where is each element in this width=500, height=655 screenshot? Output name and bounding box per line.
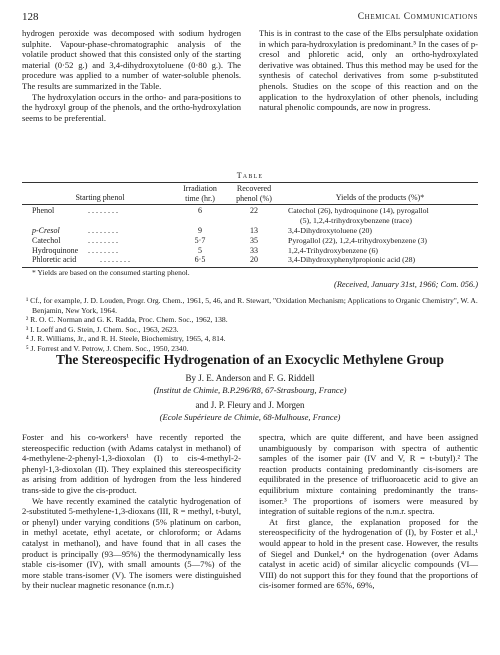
left-column-bottom xyxy=(22,432,241,591)
paragraph: hydrogen peroxide was decomposed with sodium hydrogen sulphite. Vapour-phase-chromatographic analysis of the volatile product showed that this consisted only of the starting material (0·52 g.) and 3,4-dihydroxytoluene (0·80 g.). The procedure was applied to a number of water-soluble phenols. The results are summarized in the Table. xyxy=(22,28,241,91)
table-cell-time: 6·5 xyxy=(194,255,206,265)
paragraph: This is in contrast to the case of the Elbs persulphate oxidation in which para-hydroxylation is predominant.⁵ In the cases of p-cresol and phloretic acid, only an ortho-hydroxylated derivative was obtained. Thus this method may be used for the synthesis of catechol derivatives from some p-substituted phenols. Studies on the scope of this reaction and on the application to the hydroxylation of other phenols, including natural phenolic compounds, are now in progress. xyxy=(259,28,478,113)
table-top-rule xyxy=(22,182,478,183)
table-header-rule xyxy=(22,204,478,205)
paragraph: The hydroxylation occurs in the ortho- and para-positions to the hydroxyl group of the phenols, and the ortho-hydroxylation seems to be preferential. xyxy=(22,91,241,123)
table-cell-time: 9 xyxy=(198,226,202,235)
table-cell-phenol: Phloretic acid xyxy=(32,255,77,265)
table-cell-time: 5 xyxy=(198,245,202,255)
received-date: (Received, January 31st, 1966; Com. 056.) xyxy=(334,280,478,289)
table-cell-recovered: 35 xyxy=(250,235,258,245)
page-number: 128 xyxy=(22,11,39,23)
reference-item: ⁴ J. R. Williams, Jr., and R. H. Steele, Biochemistry, 1965, 4, 814. xyxy=(26,334,226,344)
table-cell-yields: Pyrogallol (22), 1,2,4-trihydroxybenzene (3) xyxy=(288,235,428,245)
article-title: The Stereospecific Hydrogenation of an Exocyclic Methylene Group xyxy=(56,352,444,367)
affiliation-line-2: (Ecole Supérieure de Chimie, 68-Mulhouse, France) xyxy=(159,412,341,422)
table-cell-recovered: 20 xyxy=(250,255,258,265)
table-cell-phenol: Catechol xyxy=(32,235,61,245)
reference-item: ³ I. Loeff and G. Stein, J. Chem. Soc., 1963, 2623. xyxy=(26,324,179,334)
table-cell-yields: Catechol (26), hydroquinone (14), pyrogallol (5), 1,2,4-trihydroxybenzene (trace) xyxy=(288,206,429,225)
references xyxy=(22,296,478,354)
leader-dots: . . . . . . . . xyxy=(88,206,118,215)
authors-line-2: and J. P. Fleury and J. Morgen xyxy=(195,400,305,410)
leader-dots: . . . . . . . . xyxy=(88,245,118,255)
table-cell-recovered: 13 xyxy=(250,226,258,235)
table-cell-yields: 1,2,4-Trihydroxybenzene (6) xyxy=(288,245,379,255)
paragraph: spectra, which are quite different, and have been assigned unambiguously by comparison with spectra of authentic samples of the isomer pair (IV and V, R = t-butyl).² The reaction products containing predominantly cis-isomers are equilibrated in the presence of trifluoroacetic acid to give an equilibrium mixture containing predominantly the trans-isomer.³ The proportions of isomers were measured by integration of suitable regions of the n.m.r. spectra. xyxy=(259,432,478,517)
affiliation-line-1: (Institut de Chimie, B.P.296/R8, 67-Strasbourg, France) xyxy=(153,385,347,395)
table-caption: Table xyxy=(236,171,264,180)
paragraph: We have recently examined the catalytic hydrogenation of 2-substituted 5-methylene-1,3-dioxans (III, R = methyl, t-butyl, or phenyl) under varying conditions (5% platinum on carbon, in methyl acetate, ethyl acetate, or chloroform; or Adams catalyst in methanol), and have found that in all cases the product is principally (93—95%) the thermodynamically less stable cis-isomer (IV), with small amounts (5—7%) of the more stable trans-isomer (V). The isomers were distinguished by their nuclear magnetic resonance (n.m.r.) xyxy=(22,495,241,591)
header-irradiation-time: Irradiation time (hr.) xyxy=(183,184,217,203)
header-starting-phenol: Starting phenol xyxy=(75,193,125,202)
leader-dots: . . . . . . . . xyxy=(88,226,118,235)
authors-line-1: By J. E. Anderson and F. G. Riddell xyxy=(185,373,315,383)
header-recovered-phenol: Recovered phenol (%) xyxy=(236,184,272,203)
right-column-top xyxy=(259,28,478,113)
table-cell-yields: 3,4-Dihydroxytoluene (20) xyxy=(288,226,373,235)
reference-item: ⁵ J. Forrest and V. Petrow, J. Chem. Soc., 1950, 2340. xyxy=(26,343,189,353)
table-cell-time: 6 xyxy=(198,206,202,215)
table-cell-yields: 3,4-Dihydroxyphenylpropionic acid (28) xyxy=(288,255,416,265)
journal-title: Chemical Communications xyxy=(357,12,478,22)
table-footnote: * Yields are based on the consumed starting phenol. xyxy=(32,268,190,277)
leader-dots: . . . . . . . . xyxy=(100,255,130,265)
right-column-bottom xyxy=(259,432,478,591)
table-cell-recovered: 22 xyxy=(250,206,258,215)
table-cell-phenol: p-Cresol xyxy=(32,226,60,235)
table-cell-phenol: Hydroquinone xyxy=(32,245,79,255)
leader-dots: . . . . . . . . xyxy=(88,235,118,245)
table-cell-recovered: 33 xyxy=(250,245,258,255)
table-cell-phenol: Phenol xyxy=(32,206,55,215)
reference-item: ¹ Cf., for example, J. D. Louden, Progr. Org. Chem., 1961, 5, 46, and R. Stewart, "Oxidation Mechanism; Applications to Organic Chemistry", W. A. Benjamin, New York, 1964. xyxy=(26,296,478,315)
left-column-top xyxy=(22,28,241,123)
header-yields: Yields of the products (%)* xyxy=(335,193,425,202)
paragraph: At first glance, the explanation proposed for the stereospecificity of the hydrogenation of (I), by Foster et al.,¹ would appear to hold in the present case. However, the results of Siegel and Dunkel,⁴ on the hydrogenation (over Adams catalyst in acetic acid) of similar alicyclic compounds (VI—VIII) do not support this for they found that the proportions of cis-isomer formed are 65%, 69%, xyxy=(259,516,478,591)
table-cell-time: 5·7 xyxy=(194,235,206,245)
reference-item: ² R. O. C. Norman and G. K. Radda, Proc. Chem. Soc., 1962, 138. xyxy=(26,315,228,325)
paragraph: Foster and his co-workers¹ have recently reported the stereospecific reduction (with Adams catalyst in methanol) of 4-methylene-2-phenyl-1,3-dioxolan (I) to cis-4-methyl-2-phenyl-1,3-dioxolan (II). They explained this stereospecificity as arising from addition of hydrogen from the less hindered trans-side to give the cis-product. xyxy=(22,432,241,495)
